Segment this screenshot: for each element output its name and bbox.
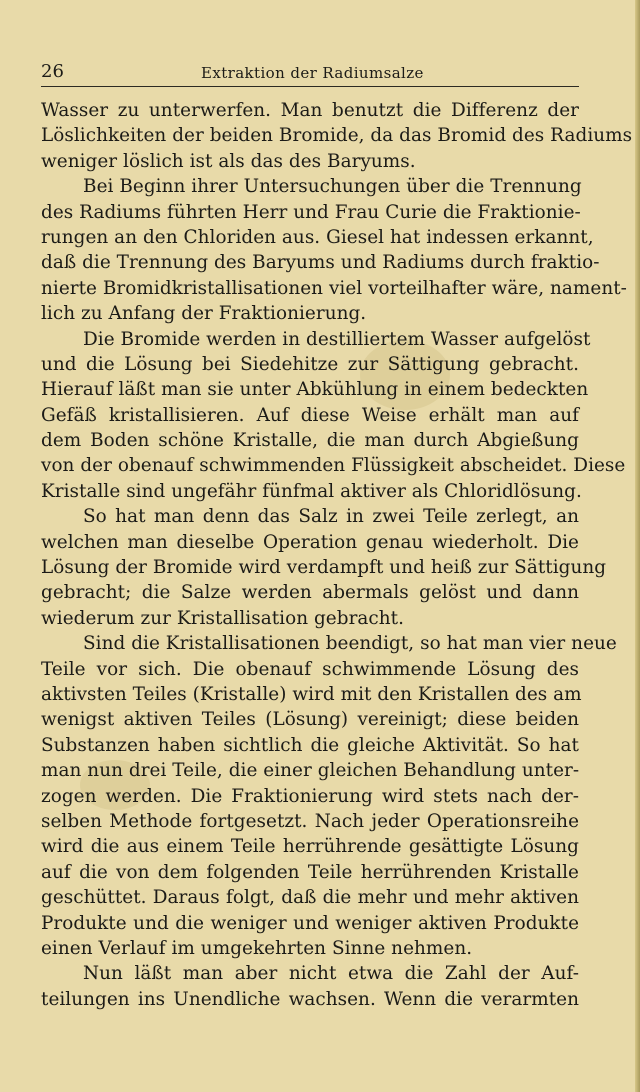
text-line: zogen werden. Die Fraktionierung wird stets nach der- — [41, 785, 579, 807]
text-line: teilungen ins Unendliche wachsen. Wenn die verarmten — [41, 988, 579, 1010]
page-edge — [635, 0, 640, 1092]
text-line: So hat man denn das Salz in zwei Teile zerlegt, an — [83, 506, 579, 528]
text-line: Wasser zu unterwerfen. Man benutzt die Differenz der — [41, 100, 579, 121]
text-line: auf die von dem folgenden Teile herrührenden Kristalle — [41, 861, 579, 883]
text-line: Gefäß kristallisieren. Auf diese Weise erhält man auf — [41, 404, 579, 426]
text-line: Lösung der Bromide wird verdampft und heiß zur Sättigung — [41, 557, 607, 579]
header-rule — [41, 86, 579, 87]
text-line: welchen man dieselbe Operation genau wiederholt. Die — [41, 531, 579, 553]
text-line: rungen an den Chloriden aus. Giesel hat indessen erkannt, — [41, 226, 594, 248]
text-line: Bei Beginn ihrer Untersuchungen über die Trennung — [83, 176, 582, 198]
text-line: wenigst aktiven Teiles (Lösung) vereinigt; diese beiden — [41, 709, 579, 731]
text-line: Die Bromide werden in destilliertem Wasser aufgelöst — [83, 328, 591, 350]
text-line: man nun drei Teile, die einer gleichen Behandlung unter- — [41, 760, 580, 782]
page-number: 26 — [41, 61, 64, 82]
text-line: geschüttet. Daraus folgt, daß die mehr und mehr aktiven — [41, 887, 579, 909]
page-header — [41, 61, 579, 89]
text-line: wird die aus einem Teile herrührende gesättigte Lösung — [41, 836, 579, 858]
text-line: dem Boden schöne Kristalle, die man durch Abgießung — [41, 430, 579, 452]
body-text — [41, 98, 633, 1012]
text-line: Teile vor sich. Die obenauf schwimmende Lösung des — [41, 658, 579, 680]
text-line: Substanzen haben sichtlich die gleiche Aktivität. So hat — [41, 734, 579, 756]
text-line: gebracht; die Salze werden abermals gelöst und dann — [41, 582, 579, 604]
text-line: und die Lösung bei Siedehitze zur Sättigung gebracht. — [41, 353, 579, 375]
text-line: Sind die Kristallisationen beendigt, so hat man vier neue — [83, 633, 617, 655]
text-line: weniger löslich ist als das des Baryums. — [41, 150, 416, 172]
text-line: daß die Trennung des Baryums und Radiums durch fraktio- — [41, 252, 600, 274]
text-line: Löslichkeiten der beiden Bromide, da das Bromid des Radiums — [41, 125, 633, 147]
text-line: des Radiums führten Herr und Frau Curie die Fraktionie- — [41, 201, 581, 223]
text-line: lich zu Anfang der Fraktionierung. — [41, 303, 367, 325]
text-line: Kristalle sind ungefähr fünfmal aktiver als Chloridlösung. — [41, 480, 582, 502]
text-line: Hierauf läßt man sie unter Abkühlung in einem bedeckten — [41, 379, 589, 401]
text-line: von der obenauf schwimmenden Flüssigkeit abscheidet. Diese — [41, 455, 626, 477]
text-line: aktivsten Teiles (Kristalle) wird mit den Kristallen des am — [41, 683, 582, 705]
text-line: nierte Bromidkristallisationen viel vorteilhafter wäre, nament- — [41, 277, 627, 299]
text-line: Produkte und die weniger und weniger aktiven Produkte — [41, 912, 579, 934]
text-line: einen Verlauf im umgekehrten Sinne nehmen. — [41, 937, 473, 959]
text-line: selben Methode fortgesetzt. Nach jeder Operationsreihe — [41, 810, 579, 832]
running-title: Extraktion der Radiumsalze — [201, 64, 424, 82]
text-line: Nun läßt man aber nicht etwa die Zahl der Auf- — [83, 963, 579, 985]
text-line: wiederum zur Kristallisation gebracht. — [41, 607, 405, 629]
